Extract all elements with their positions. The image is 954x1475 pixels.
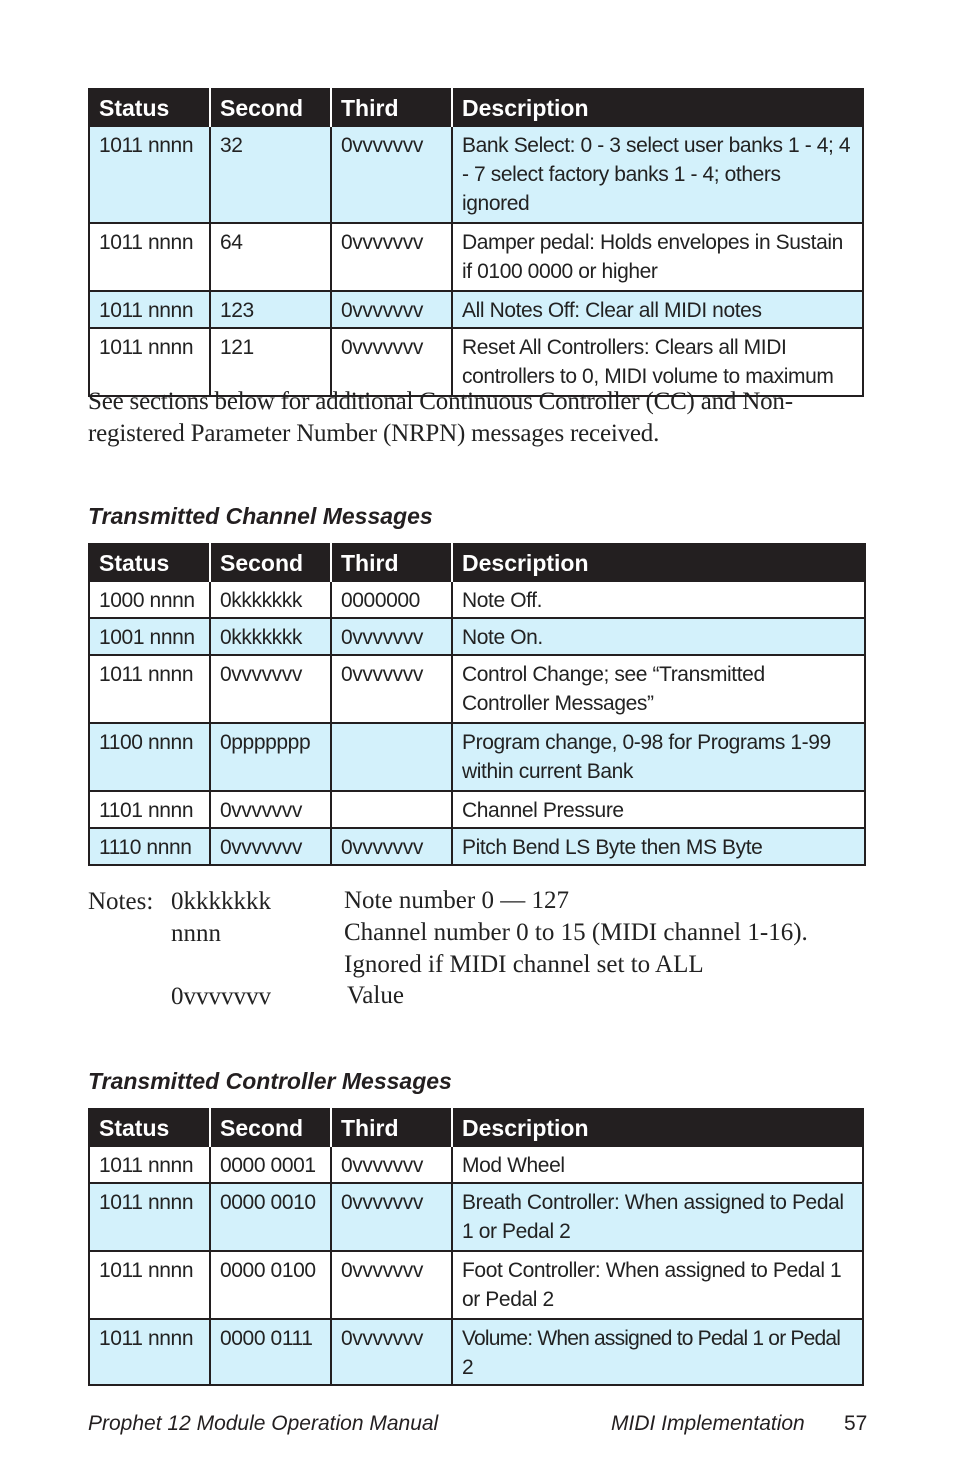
cell-second: 0vvvvvvv: [210, 828, 331, 865]
cell-status: 1011 nnnn: [89, 1183, 210, 1251]
cell-status: 1011 nnnn: [89, 291, 210, 328]
cell-second: 0vvvvvvv: [210, 655, 331, 723]
cell-second: 0000 0111: [210, 1319, 331, 1385]
cell-second: 0ppppppp: [210, 723, 331, 791]
table-row: [89, 223, 863, 291]
body-paragraph: See sections below for additional Continuous Controller (CC) and Non-registered Parameter Number (NRPN) messages received.: [88, 388, 793, 447]
footer-section-name: MIDI Implementation: [611, 1412, 805, 1435]
cell-third: 0vvvvvvv: [331, 828, 452, 865]
cell-description: Bank Select: 0 - 3 select user banks 1 - 4; 4 - 7 select factory banks 1 - 4; others ignored: [452, 126, 863, 223]
cell-status: 1000 nnnn: [89, 581, 210, 618]
cell-third: 0vvvvvvv: [331, 1183, 452, 1251]
table-row: [89, 581, 865, 618]
section-heading-transmitted-controller: Transmitted Controller Messages: [88, 1068, 452, 1094]
received-messages-table: [88, 88, 864, 397]
table-row: [89, 618, 865, 655]
cell-description: Channel Pressure: [452, 791, 865, 828]
column-header-description: Description: [452, 88, 863, 126]
cell-second: 0000 0010: [210, 1183, 331, 1251]
table-row: [89, 1319, 863, 1385]
cell-third: 0vvvvvvv: [331, 655, 452, 723]
cell-third: [331, 791, 452, 828]
column-header-status: Status: [89, 543, 210, 581]
cell-description: Reset All Controllers: Clears all MIDI controllers to 0, MIDI volume to maximum: [452, 328, 863, 396]
cell-status: 1011 nnnn: [89, 126, 210, 223]
note-definition-continued: Ignored if MIDI channel set to ALL: [344, 951, 704, 978]
cell-third: 0vvvvvvv: [331, 1319, 452, 1385]
cell-status: 1011 nnnn: [89, 1251, 210, 1319]
footer-manual-title: Prophet 12 Module Operation Manual: [88, 1412, 439, 1435]
cell-description: Mod Wheel: [452, 1146, 863, 1183]
cell-description: Note Off.: [452, 581, 865, 618]
column-header-third: Third: [331, 543, 452, 581]
table-row: [89, 1183, 863, 1251]
note-term: 0vvvvvvv: [171, 983, 271, 1010]
notes-label: Notes:: [88, 888, 154, 915]
column-header-second: Second: [210, 88, 331, 126]
cell-status: 1011 nnnn: [89, 1319, 210, 1385]
cell-description: Breath Controller: When assigned to Pedal 1 or Pedal 2: [452, 1183, 863, 1251]
cell-second: 64: [210, 223, 331, 291]
transmitted-channel-table: [88, 543, 866, 866]
cell-status: 1011 nnnn: [89, 223, 210, 291]
table-row: [89, 126, 863, 223]
column-header-status: Status: [89, 1108, 210, 1146]
cell-second: 0000 0001: [210, 1146, 331, 1183]
table-header-row: [89, 543, 865, 581]
cell-description: Damper pedal: Holds envelopes in Sustain if 0100 0000 or higher: [452, 223, 863, 291]
cell-third: 0vvvvvvv: [331, 1146, 452, 1183]
section-heading-transmitted-channel: Transmitted Channel Messages: [88, 503, 433, 529]
cell-second: 123: [210, 291, 331, 328]
cell-third: 0vvvvvvv: [331, 328, 452, 396]
cell-third: 0vvvvvvv: [331, 618, 452, 655]
cell-status: 1101 nnnn: [89, 791, 210, 828]
cell-status: 1001 nnnn: [89, 618, 210, 655]
column-header-description: Description: [452, 543, 865, 581]
cell-second: 0vvvvvvv: [210, 791, 331, 828]
cell-description: Note On.: [452, 618, 865, 655]
cell-third: 0vvvvvvv: [331, 126, 452, 223]
cell-status: 1100 nnnn: [89, 723, 210, 791]
note-term: nnnn: [171, 920, 221, 947]
cell-status: 1011 nnnn: [89, 328, 210, 396]
note-definition: Note number 0 — 127: [344, 887, 569, 914]
cell-description: All Notes Off: Clear all MIDI notes: [452, 291, 863, 328]
cell-second: 32: [210, 126, 331, 223]
footer-page-number: 57: [844, 1412, 868, 1435]
cell-status: 1011 nnnn: [89, 655, 210, 723]
table-header-row: [89, 88, 863, 126]
cell-status: 1011 nnnn: [89, 1146, 210, 1183]
table-row: [89, 791, 865, 828]
column-header-status: Status: [89, 88, 210, 126]
table-row: [89, 655, 865, 723]
column-header-third: Third: [331, 88, 452, 126]
cell-description: Control Change; see “Transmitted Controller Messages”: [452, 655, 865, 723]
note-definition: Value: [347, 982, 404, 1009]
cell-description: Volume: When assigned to Pedal 1 or Pedal 2: [452, 1319, 863, 1385]
cell-description: Foot Controller: When assigned to Pedal 1 or Pedal 2: [452, 1251, 863, 1319]
cell-third: 0vvvvvvv: [331, 1251, 452, 1319]
column-header-third: Third: [331, 1108, 452, 1146]
note-definition: Channel number 0 to 15 (MIDI channel 1-16).: [344, 919, 808, 946]
cell-third: 0vvvvvvv: [331, 291, 452, 328]
table-row: [89, 1251, 863, 1319]
cell-description: Program change, 0-98 for Programs 1-99 within current Bank: [452, 723, 865, 791]
cell-third: 0vvvvvvv: [331, 223, 452, 291]
table-header-row: [89, 1108, 863, 1146]
table-row: [89, 1146, 863, 1183]
note-term: 0kkkkkkk: [171, 888, 271, 915]
table-row: [89, 723, 865, 791]
cell-third: [331, 723, 452, 791]
cell-third: 0000000: [331, 581, 452, 618]
transmitted-controller-table: [88, 1108, 864, 1386]
cell-description: Pitch Bend LS Byte then MS Byte: [452, 828, 865, 865]
column-header-description: Description: [452, 1108, 863, 1146]
table-row: [89, 291, 863, 328]
column-header-second: Second: [210, 1108, 331, 1146]
cell-second: 0kkkkkkk: [210, 581, 331, 618]
column-header-second: Second: [210, 543, 331, 581]
cell-status: 1110 nnnn: [89, 828, 210, 865]
cell-second: 0000 0100: [210, 1251, 331, 1319]
cell-second: 0kkkkkkk: [210, 618, 331, 655]
table-row: [89, 828, 865, 865]
cell-second: 121: [210, 328, 331, 396]
